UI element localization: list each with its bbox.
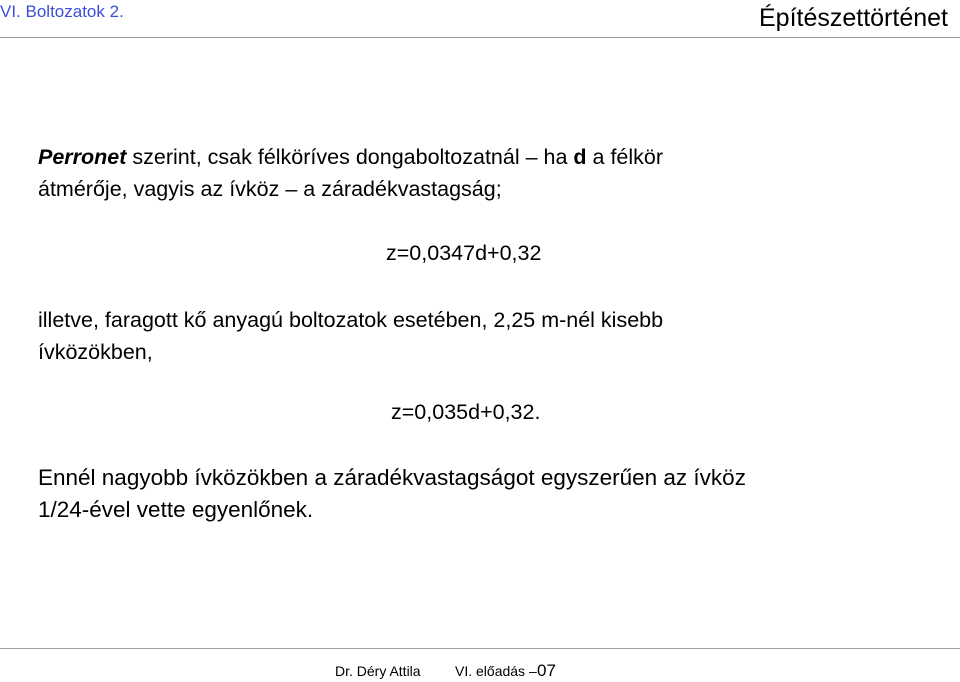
paragraph-ennel-line-1: Ennél nagyobb ívközökben a záradékvastagságot egyszerűen az ívköz xyxy=(38,465,746,490)
variable-d: d xyxy=(573,145,587,169)
section-label: VI. Boltozatok 2. xyxy=(0,2,124,21)
page-title: Építészettörténet xyxy=(758,4,948,32)
paragraph-ennel-line-2: 1/24-ével vette egyenlőnek. xyxy=(38,497,314,522)
paragraph-illetve-line-2: ívközökben, xyxy=(38,340,153,364)
paragraph-illetve-line-1: illetve, faragott kő anyagú boltozatok esetében, 2,25 m-nél kisebb xyxy=(38,308,664,332)
formula-1: z=0,0347d+0,32 xyxy=(386,241,542,265)
perronet-text-1: szerint, csak félköríves dongaboltozatnál – ha xyxy=(126,145,574,169)
header-divider xyxy=(0,37,960,38)
paragraph-ennel xyxy=(38,462,746,526)
perronet-text-2: a félkör xyxy=(586,145,664,169)
paragraph-perronet-line-2: átmérője, vagyis az ívköz – a záradékvastagság; xyxy=(38,177,502,201)
perronet-name: Perronet xyxy=(38,145,127,169)
footer-page-number: 07 xyxy=(537,661,556,680)
paragraph-illetve xyxy=(38,304,663,368)
formula-2: z=0,035d+0,32. xyxy=(391,400,541,424)
footer-divider xyxy=(0,648,960,649)
paragraph-perronet-line-1 xyxy=(38,141,663,173)
footer-lecture: VI. előadás – xyxy=(455,663,537,679)
footer-author: Dr. Déry Attila xyxy=(335,663,421,679)
paragraph-perronet xyxy=(38,141,663,205)
